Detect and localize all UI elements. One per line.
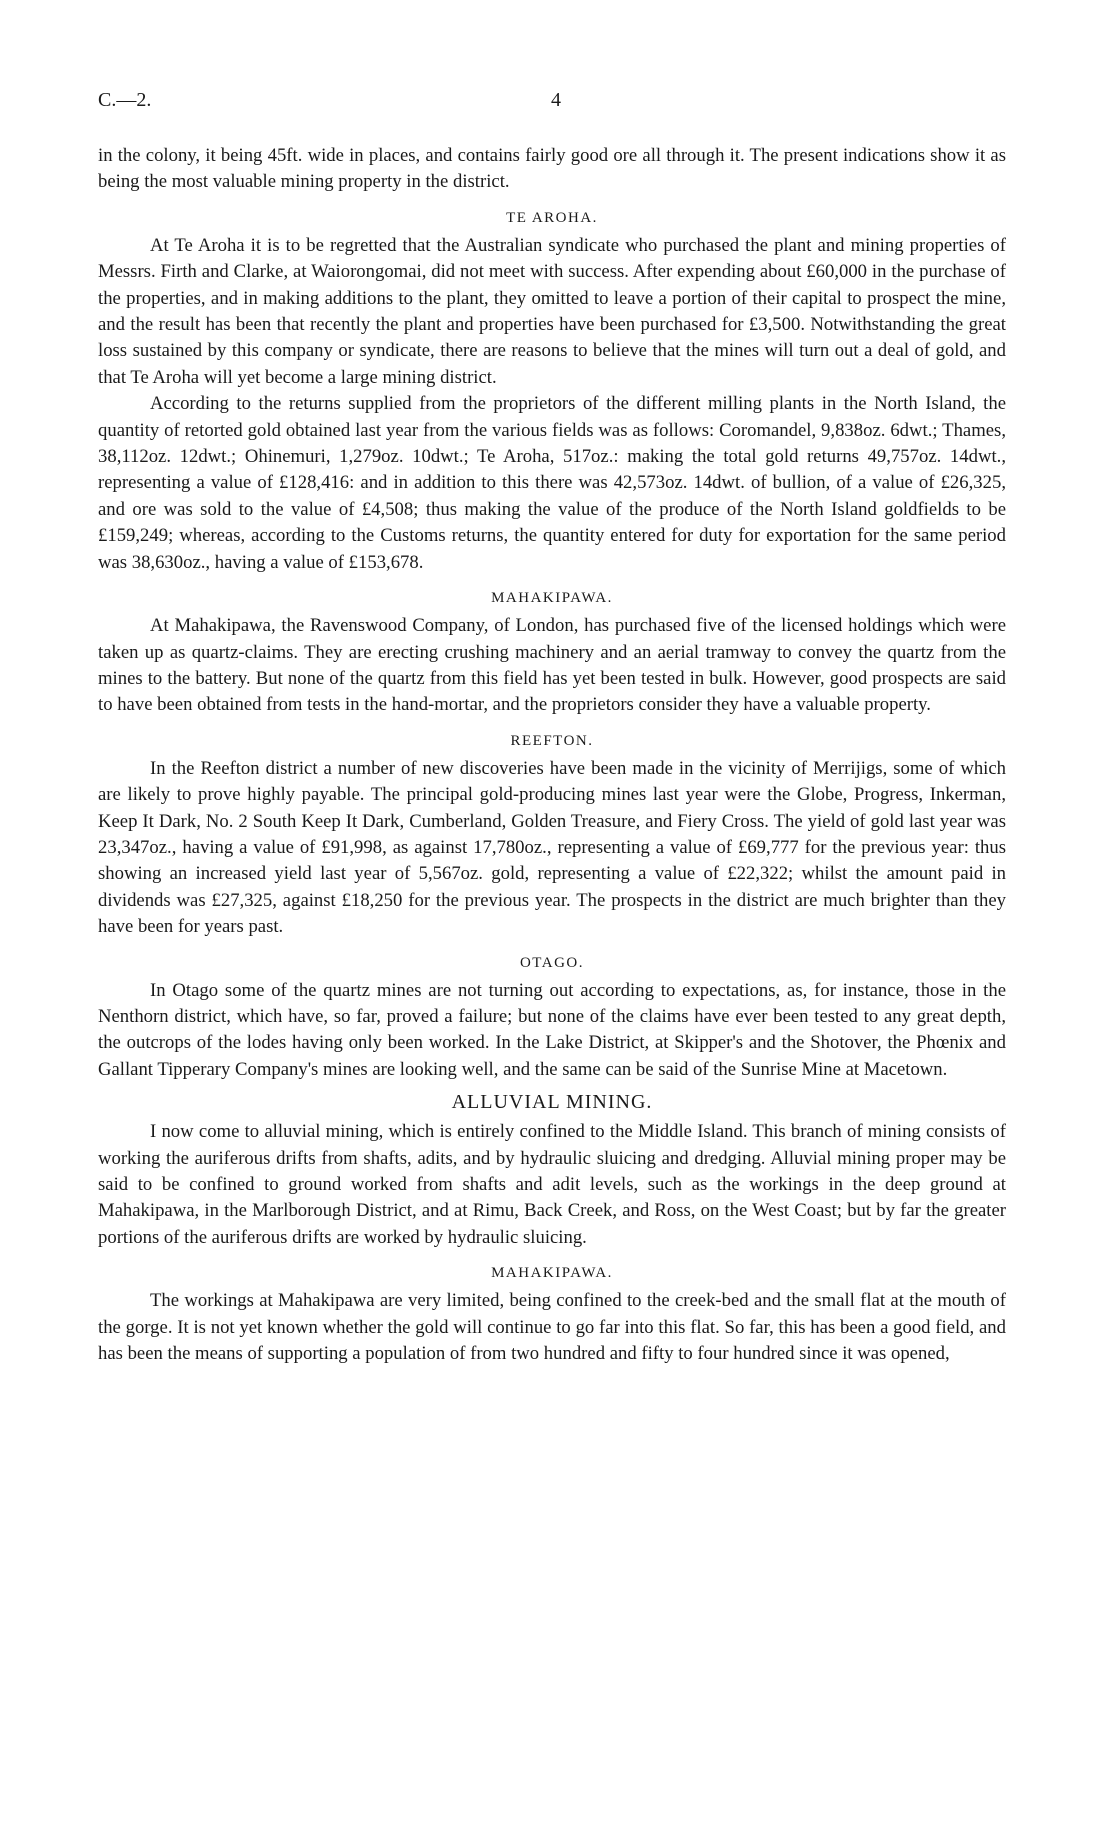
- te-aroha-paragraph-2: According to the returns supplied from the proprietors of the different milling plants in the North Island, the quantity of retorted gold obtained last year from the various fields was as follows: Coromandel, 9,838oz. 6dwt.; Thames, 38,112oz. 12dwt.; Ohinemuri, 1,279oz. 10dwt.; Te Aroha, 517oz.: making the total gold returns 49,757oz. 14dwt., representing a value of £128,416: and in addition to this there was 42,573oz. 14dwt. of bullion, of a value of £26,325, and ore was sold to the value of £4,508; thus making the value of the produce of the North Island goldfields to be £159,249; whereas, according to the Customs returns, the quantity entered for duty for exportation for the same period was 38,630oz., having a value of £153,678.: [98, 393, 1006, 573]
- otago-paragraph: In Otago some of the quartz mines are not turning out according to expectations, as, for instance, those in the Nenthorn district, which have, so far, proved a failure; but none of the claims have ever been tested to any great depth, the outcrops of the lodes having only been worked. In the Lake District, at Skipper's and the Shotover, the Phœnix and Gallant Tipperary Company's mines are looking well, and the same can be said of the Sunrise Mine at Macetown.: [98, 979, 1006, 1080]
- document-reference: C.—2.: [98, 89, 152, 111]
- mahakipawa-quartz-paragraph: At Mahakipawa, the Ravenswood Company, of London, has purchased five of the licensed holdings which were taken up as quartz-claims. They are erecting crushing machinery and an aerial tramway to convey the quartz from the mines to the battery. But none of the quartz from this field has yet been tested in bulk. However, good prospects are said to have been obtained from tests in the hand-mortar, and the proprietors consider they have a valuable property.: [98, 615, 1006, 716]
- page-body: [98, 143, 1006, 1367]
- mahakipawa-alluvial-heading: MAHAKIPAWA.: [491, 1265, 613, 1282]
- te-aroha-heading: TE AROHA.: [506, 209, 598, 226]
- mahakipawa-alluvial-paragraph: The workings at Mahakipawa are very limited, being confined to the creek-bed and the small flat at the mouth of the gorge. It is not yet known whether the gold will continue to go far into this flat. So far, this has been a good field, and has been the means of supporting a population of from two hundred and fifty to four hundred since it was opened,: [98, 1290, 1006, 1365]
- mahakipawa-quartz-heading: MAHAKIPAWA.: [491, 590, 613, 607]
- te-aroha-paragraph-1: At Te Aroha it is to be regretted that the Australian syndicate who purchased the plant and mining properties of Messrs. Firth and Clarke, at Waiorongomai, did not meet with success. After expending about £60,000 in the purchase of the properties, and in making additions to the plant, they omitted to leave a portion of their capital to prospect the mine, and the result has been that recently the plant and properties have been purchased for £3,500. Notwithstanding the great loss sustained by this company or syndicate, there are reasons to believe that the mines will turn out a deal of gold, and that Te Aroha will yet become a large mining district.: [98, 234, 1006, 388]
- otago-heading: OTAGO.: [519, 954, 585, 971]
- reefton-heading: REEFTON.: [510, 732, 594, 749]
- alluvial-mining-heading: ALLUVIAL MINING.: [451, 1091, 653, 1114]
- reefton-paragraph: In the Reefton district a number of new discoveries have been made in the vicinity of Merrijigs, some of which are likely to prove highly payable. The principal gold-producing mines last year were the Globe, Progress, Inkerman, Keep It Dark, No. 2 South Keep It Dark, Cumberland, Golden Treasure, and Fiery Cross. The yield of gold last year was 23,347oz., having a value of £91,998, as against 17,780oz., representing a value of £69,777 for the previous year: thus showing an increased yield last year of 5,567oz. gold, representing a value of £22,322; whilst the amount paid in dividends was £27,325, against £18,250 for the previous year. The prospects in the district are much brighter than they have been for years past.: [98, 757, 1006, 938]
- alluvial-mining-paragraph: I now come to alluvial mining, which is entirely confined to the Middle Island. This branch of mining consists of working the auriferous drifts from shafts, adits, and by hydraulic sluicing and dredging. Alluvial mining proper may be said to be confined to ground worked from shafts and adit levels, such as the workings in the deep ground at Mahakipawa, in the Marlborough District, and at Rimu, Back Creek, and Ross, on the West Coast; but by far the greater portions of the auriferous drifts are worked by hydraulic sluicing.: [98, 1121, 1006, 1248]
- page-number: 4: [551, 89, 561, 111]
- page-header: [98, 89, 1016, 119]
- intro-paragraph: in the colony, it being 45ft. wide in places, and contains fairly good ore all through it. The present indications show it as being the most valuable mining property in the district.: [98, 145, 1006, 193]
